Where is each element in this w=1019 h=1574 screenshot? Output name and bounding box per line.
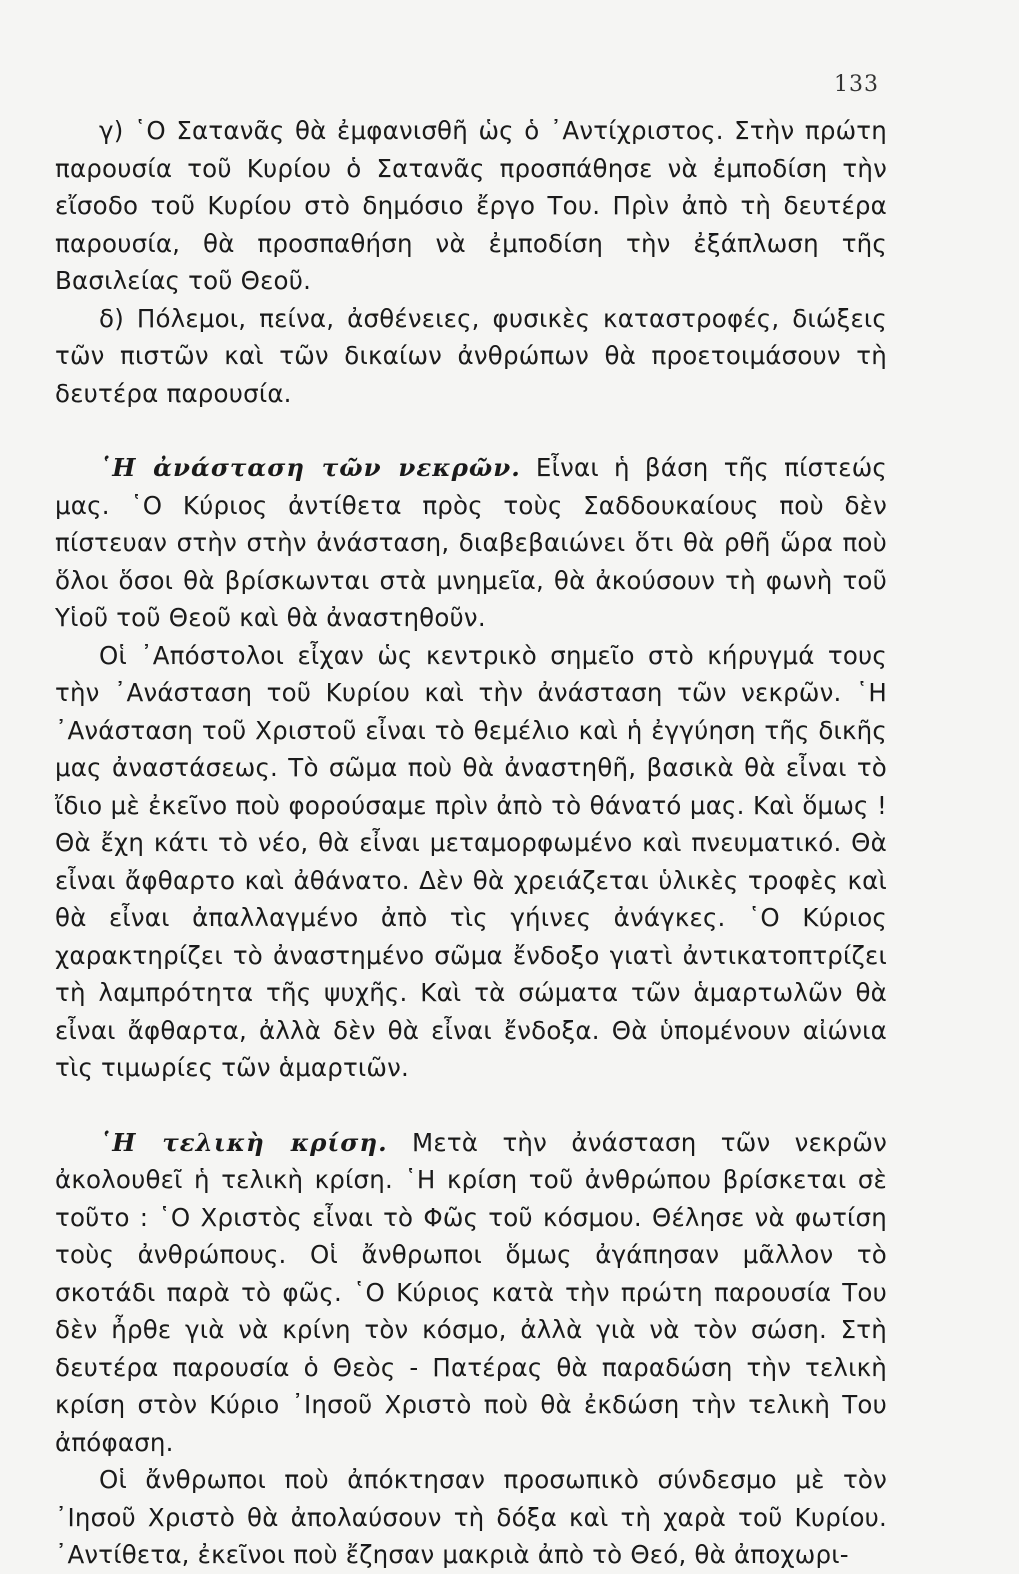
paragraph-resurrection xyxy=(55,449,887,637)
paragraph-apostles: Οἱ ᾿Απόστολοι εἶχαν ὡς κεντρικὸ σημεῖο στὸ κήρυγμά τους τὴν ᾿Ανάσταση τοῦ Κυρίου καὶ τὴν ἀνάσταση τῶν νεκρῶν. ῾Η ᾿Ανάσταση τοῦ Χριστοῦ εἶναι τὸ θεμέλιο καὶ ἡ ἐγγύηση τῆς δικῆς μας ἀναστάσεως. Τὸ σῶμα ποὺ θὰ ἀναστηθῆ, βασικὰ θὰ εἶναι τὸ ἴδιο μὲ ἐκεῖνο ποὺ φορούσαμε πρὶν ἀπὸ τὸ θάνατό μας. Καὶ ὅμως ! Θὰ ἔχη κάτι τὸ νέο, θὰ εἶναι μεταμορφωμένο καὶ πνευματικό. Θὰ εἶναι ἄφθαρτο καὶ ἀθάνατο. Δὲν θὰ χρειάζεται ὑλικὲς τροφὲς καὶ θὰ εἶναι ἀπαλλαγμένο ἀπὸ τὶς γήινες ἀνάγκες. ῾Ο Κύριος χαρακτηρίζει τὸ ἀναστημένο σῶμα ἔνδοξο γιατὶ ἀντικατοπτρίζει τὴ λαμπρότητα τῆς ψυχῆς. Καὶ τὰ σώματα τῶν ἁμαρτωλῶν θὰ εἶναι ἄφθαρτα, ἀλλὰ δὲν θὰ εἶναι ἔνδοξα. Θὰ ὑπομένουν αἰώνια τὶς τιμωρίες τῶν ἁμαρτιῶν. xyxy=(55,640,887,1082)
section-heading-resurrection: ῾Η ἀνάσταση τῶν νεκρῶν. xyxy=(99,453,521,482)
body-text xyxy=(55,112,887,1574)
section-heading-final-judgment: ῾Η τελικὴ κρίση. xyxy=(99,1127,388,1157)
paragraph-antichrist: γ) ῾Ο Σατανᾶς θὰ ἐμφανισθῆ ὡς ὁ ᾿Αντίχριστος. Στὴν πρώτη παρουσία τοῦ Κυρίου ὁ Σατανᾶς προσπάθησε νὰ ἐμποδίση τὴν εἴσοδο τοῦ Κυρίου στὸ δημόσιο ἔργο Του. Πρὶν ἀπὸ τὴ δευτέρα παρουσία, θὰ προσπαθήση νὰ ἐμποδίση τὴν ἐξάπλωση τῆς Βασιλείας τοῦ Θεοῦ. xyxy=(55,116,887,295)
paragraph-final-judgment xyxy=(55,1124,887,1462)
resurrection-text: Εἶναι ἡ βάση τῆς πίστεώς μας. ῾Ο Κύριος ἀντίθετα πρὸς τοὺς Σαδδουκαίους ποὺ δὲν πίστευαν στὴν στὴν ἀνάσταση, διαβεβαιώνει ὅτι θὰ ρθῆ ὥρα ποὺ ὅλοι ὅσοι θὰ βρίσκωνται στὰ μνημεῖα, θὰ ἀκούσουν τὴ φωνὴ τοῦ Υἱοῦ τοῦ Θεοῦ καὶ θὰ ἀναστηθοῦν. xyxy=(55,453,887,632)
paragraph-wars: δ) Πόλεμοι, πείνα, ἀσθένειες, φυσικὲς καταστροφές, διώξεις τῶν πιστῶν καὶ τῶν δικαίων ἀνθρώπων θὰ προετοιμάσουν τὴ δευτέρα παρουσία. xyxy=(55,303,887,408)
paragraph-people: Οἱ ἄνθρωποι ποὺ ἀπόκτησαν προσωπικὸ σύνδεσμο μὲ τὸν ᾿Ιησοῦ Χριστὸ θὰ ἀπολαύσουν τὴ δόξα καὶ τὴ χαρὰ τοῦ Κυρίου. ᾿Αντίθετα, ἐκεῖνοι ποὺ ἔζησαν μακριὰ ἀπὸ τὸ Θεό, θὰ ἀποχωρι- xyxy=(55,1465,887,1569)
page-number: 133 xyxy=(834,72,879,97)
final-judgment-text: Μετὰ τὴν ἀνάσταση τῶν νεκρῶν ἀκολουθεῖ ἡ τελικὴ κρίση. ῾Η κρίση τοῦ ἀνθρώπου βρίσκεται σὲ τοῦτο : ῾Ο Χριστὸς εἶναι τὸ Φῶς τοῦ κόσμου. Θέλησε νὰ φωτίση τοὺς ἀνθρώπους. Οἱ ἄνθρωποι ὅμως ἀγάπησαν μᾶλλον τὸ σκοτάδι παρὰ τὸ φῶς. ῾Ο Κύριος κατὰ τὴν πρώτη παρουσία Του δὲν ἦρθε γιὰ νὰ κρίνη τὸν κόσμο, ἀλλὰ γιὰ νὰ τὸν σώση. Στὴ δευτέρα παρουσία ὁ Θεὸς - Πατέρας θὰ παραδώση τὴν τελικὴ κρίση στὸν Κύριο ᾿Ιησοῦ Χριστὸ ποὺ θὰ ἐκδώση τὴν τελικὴ Του ἀπόφαση. xyxy=(55,1127,887,1457)
